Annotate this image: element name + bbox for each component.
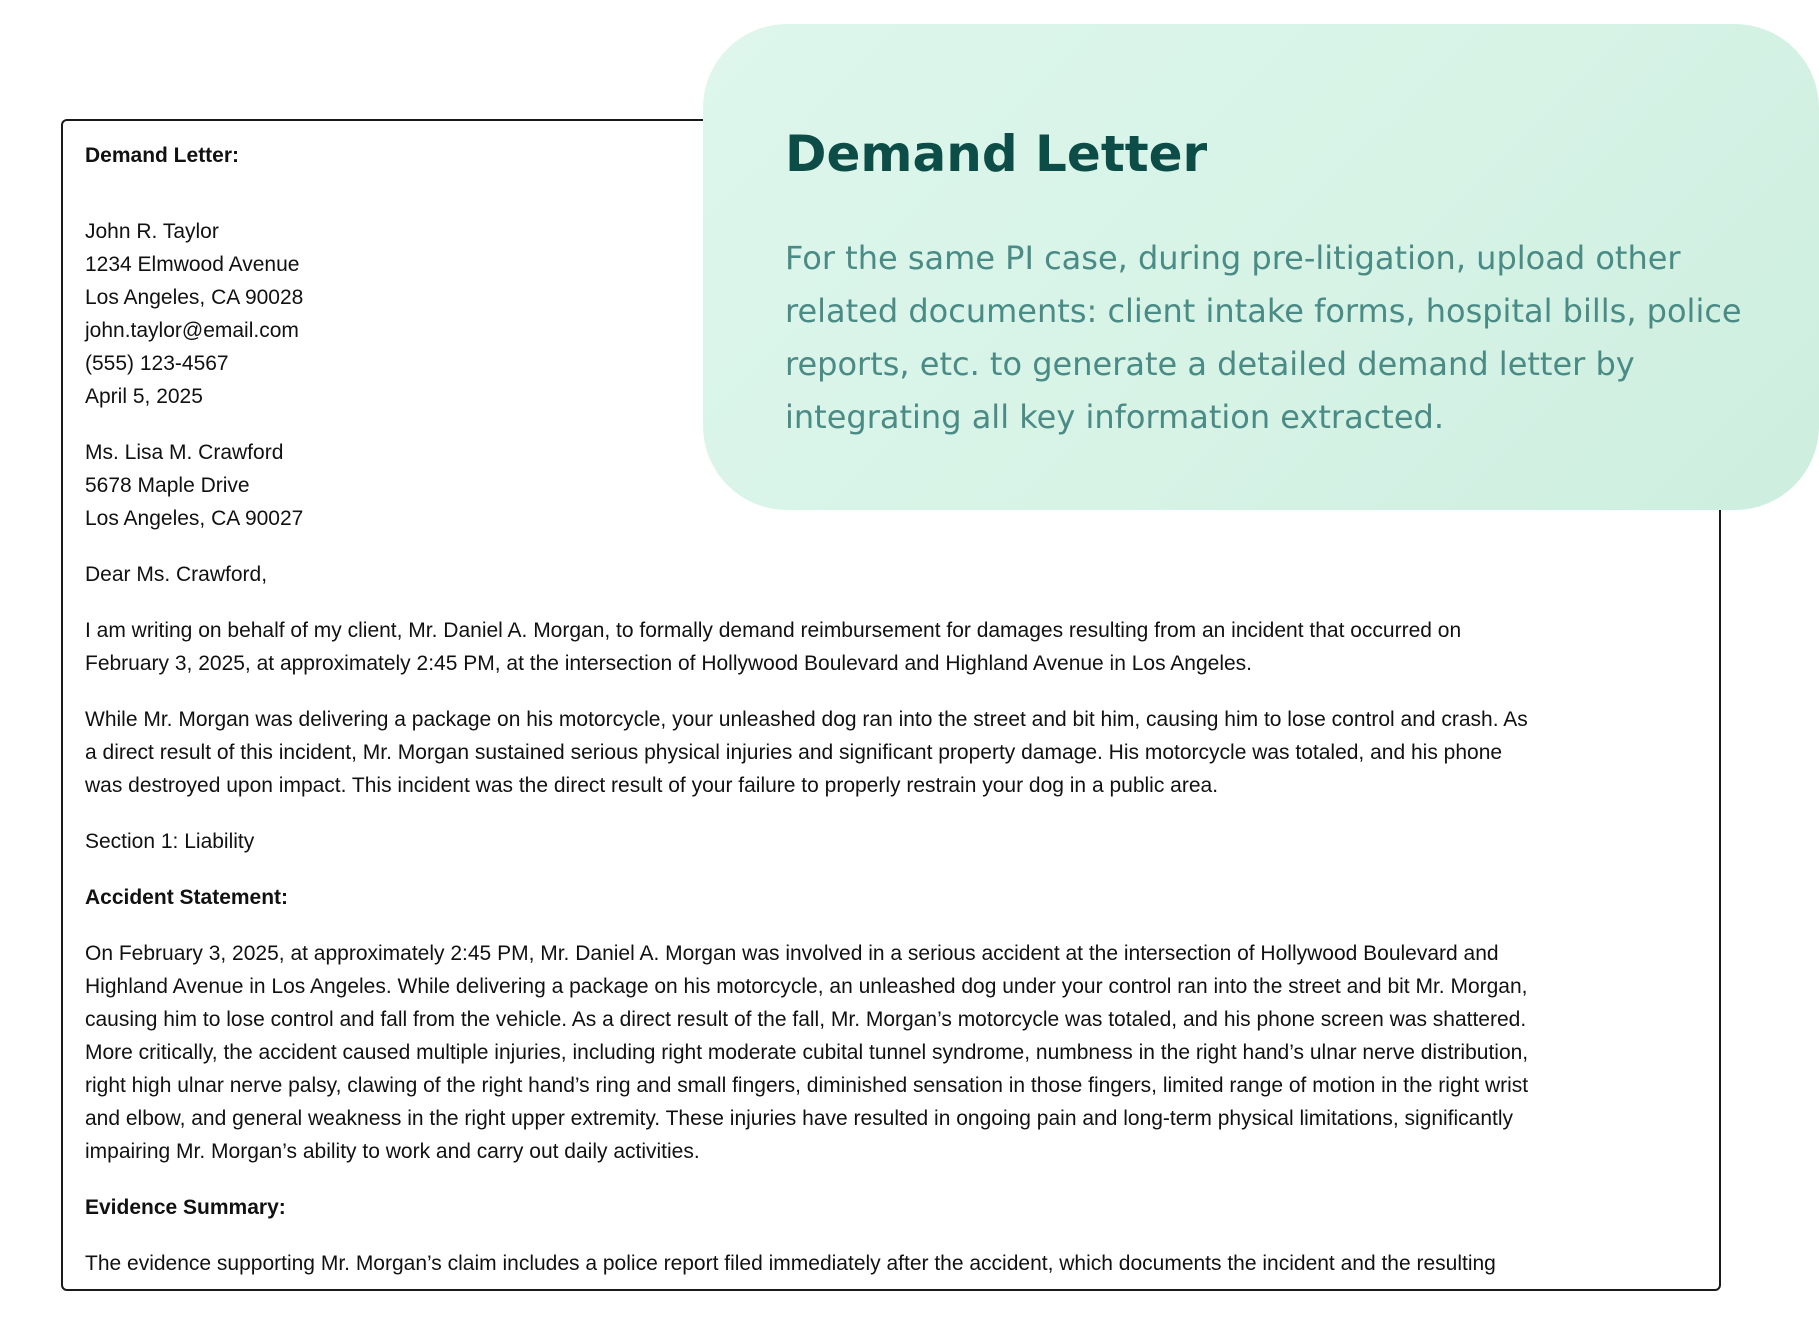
sender-name: John R. Taylor	[85, 220, 219, 243]
feature-callout-card	[703, 24, 1819, 510]
callout-description: For the same PI case, during pre-litigation, upload other related documents: client intake forms, hospital bills, police reports, etc. to generate a detailed demand letter by integrating all key information extracted.	[785, 239, 1742, 436]
section-liability-heading: Section 1: Liability	[85, 830, 255, 853]
paragraph-line: a direct result of this incident, Mr. Morgan sustained serious physical injuries and significant property damage. His motorcycle was totaled, and his phone	[85, 741, 1503, 764]
paragraph-line: The evidence supporting Mr. Morgan’s claim includes a police report filed immediately after the accident, which documents the incident and the resulting	[85, 1252, 1496, 1275]
sender-email: john.taylor@email.com	[85, 319, 299, 342]
salutation: Dear Ms. Crawford,	[85, 563, 268, 586]
accident-statement-heading: Accident Statement:	[85, 886, 289, 909]
paragraph-line: More critically, the accident caused multiple injuries, including right moderate cubital tunnel syndrome, numbness in the right hand’s ulnar nerve distribution,	[85, 1041, 1529, 1064]
callout-title: Demand Letter	[785, 125, 1208, 183]
intro-paragraph	[85, 614, 1697, 680]
recipient-street: 5678 Maple Drive	[85, 474, 250, 497]
sender-street: 1234 Elmwood Avenue	[85, 253, 300, 276]
incident-paragraph	[85, 703, 1697, 802]
sender-phone: (555) 123-4567	[85, 352, 229, 375]
letter-date: April 5, 2025	[85, 385, 203, 408]
paragraph-line: February 3, 2025, at approximately 2:45 PM, at the intersection of Hollywood Boulevard and Highland Avenue in Los Angeles.	[85, 652, 1252, 675]
recipient-city: Los Angeles, CA 90027	[85, 507, 304, 530]
paragraph-line: On February 3, 2025, at approximately 2:45 PM, Mr. Daniel A. Morgan was involved in a serious accident at the intersection of Hollywood Boulevard and	[85, 942, 1499, 965]
paragraph-line: causing him to lose control and fall from the vehicle. As a direct result of the fall, Mr. Morgan’s motorcycle was totaled, and his phone screen was shattered.	[85, 1008, 1527, 1031]
recipient-name: Ms. Lisa M. Crawford	[85, 441, 284, 464]
evidence-summary-paragraph	[85, 1247, 1697, 1280]
paragraph-line: was destroyed upon impact. This incident was the direct result of your failure to properly restrain your dog in a public area.	[85, 774, 1219, 797]
paragraph-line: Highland Avenue in Los Angeles. While delivering a package on his motorcycle, an unleashed dog under your control ran into the street and bit Mr. Morgan,	[85, 975, 1528, 998]
paragraph-line: I am writing on behalf of my client, Mr. Daniel A. Morgan, to formally demand reimbursement for damages resulting from an incident that occurred on	[85, 619, 1462, 642]
paragraph-line: right high ulnar nerve palsy, clawing of the right hand’s ring and small fingers, diminished sensation in those fingers, limited range of motion in the right wrist	[85, 1074, 1529, 1097]
paragraph-line: impairing Mr. Morgan’s ability to work and carry out daily activities.	[85, 1140, 700, 1163]
paragraph-line: While Mr. Morgan was delivering a package on his motorcycle, your unleashed dog ran into the street and bit him, causing him to lose control and crash. As	[85, 708, 1528, 731]
letter-heading: Demand Letter:	[85, 144, 240, 167]
accident-statement-paragraph	[85, 937, 1697, 1168]
evidence-summary-heading: Evidence Summary:	[85, 1196, 286, 1219]
sender-city: Los Angeles, CA 90028	[85, 286, 304, 309]
paragraph-line: and elbow, and general weakness in the right upper extremity. These injuries have resulted in ongoing pain and long-term physical limitations, significantly	[85, 1107, 1514, 1130]
